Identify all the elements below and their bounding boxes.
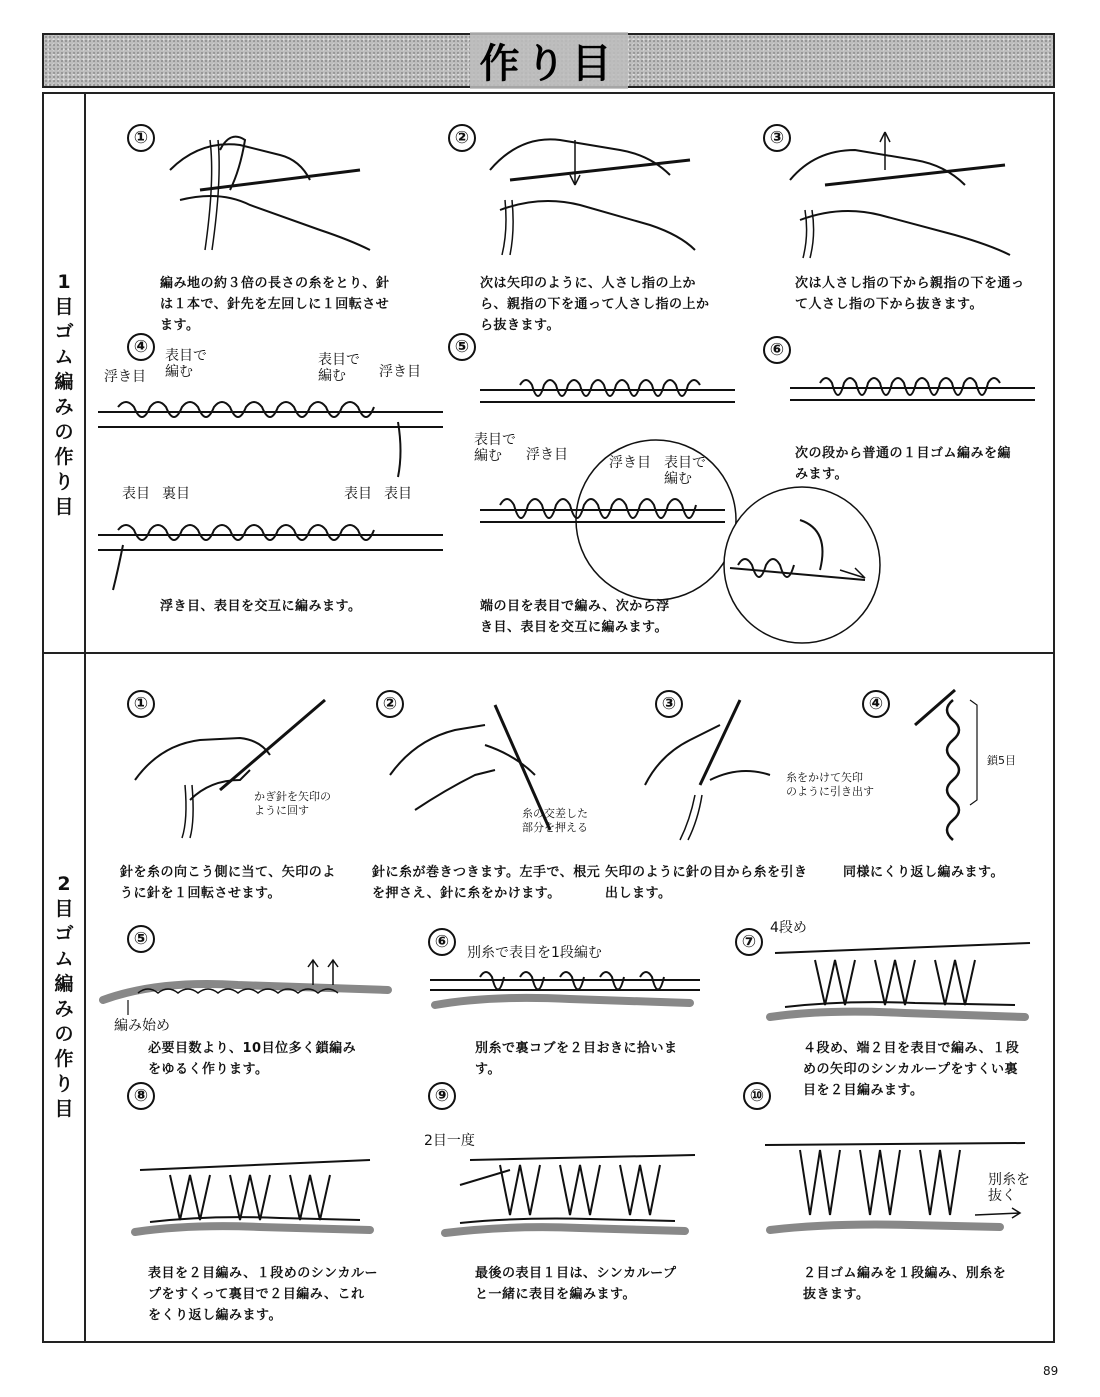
step-number: ① bbox=[127, 124, 155, 152]
step-caption: 同様にくり返し編みます。 bbox=[843, 865, 1004, 880]
step-number: ① bbox=[127, 690, 155, 718]
step-number: ⑤ bbox=[127, 925, 155, 953]
step-caption: ２目ゴム編みを１段編み、別糸を抜きます。 bbox=[803, 1266, 1007, 1302]
step-note: 別糸を 抜く bbox=[988, 1172, 1030, 1204]
step-number: ⑦ bbox=[735, 928, 763, 956]
rib-knitting-illustration bbox=[765, 935, 1040, 1030]
knit-row-illustration bbox=[430, 965, 710, 1025]
step-caption: 針を糸の向こう側に当て、矢印のように針を１回転させます。 bbox=[120, 865, 336, 901]
step-caption: 矢印のように針の目から糸を引き出します。 bbox=[605, 865, 808, 901]
label-ukime: 浮き目 bbox=[609, 455, 651, 471]
label-omote: 表目 bbox=[384, 486, 412, 502]
step-note: 鎖5目 bbox=[987, 754, 1016, 767]
step-caption: 必要目数より、10目位多く鎖編みをゆるく作ります。 bbox=[148, 1041, 357, 1077]
label-omote: 表目 bbox=[122, 486, 150, 502]
step-number: ④ bbox=[127, 333, 155, 361]
label-ura: 裏目 bbox=[162, 486, 190, 502]
page-title: 作り目 bbox=[470, 32, 628, 89]
hands-needle-illustration bbox=[480, 110, 710, 260]
crochet-chain-illustration bbox=[895, 660, 995, 845]
label-ukime: 浮き目 bbox=[379, 364, 421, 380]
step-note: 2目一度 bbox=[424, 1133, 475, 1149]
label-omote: 表目で 編む bbox=[664, 455, 706, 487]
step-number: ② bbox=[448, 124, 476, 152]
step-number: ③ bbox=[763, 124, 791, 152]
step-note: 別糸で表目を1段編む bbox=[467, 945, 602, 961]
knit-row-illustration bbox=[790, 370, 1040, 430]
step-number: ⑥ bbox=[763, 336, 791, 364]
side-column-divider bbox=[84, 92, 86, 1343]
step-caption: 別糸で裏コブを２目おきに拾います。 bbox=[475, 1041, 678, 1077]
hand-crochet-hook-illustration bbox=[640, 695, 790, 845]
section-divider bbox=[42, 652, 1055, 654]
label-ukime: 浮き目 bbox=[526, 447, 568, 463]
step-caption: 針に糸が巻きつきます。左手で、根元を押さえ、針に糸をかけます。 bbox=[372, 865, 601, 901]
step-number: ④ bbox=[862, 690, 890, 718]
label-omote: 表目で 編む bbox=[165, 348, 207, 380]
step-caption: 次は矢印のように、人さし指の上から、親指の下を通って人さし指の上から抜きます。 bbox=[480, 276, 710, 333]
step-note: 編み始め bbox=[114, 1018, 170, 1034]
page-number: 89 bbox=[1043, 1364, 1059, 1378]
knit-row-illustration bbox=[98, 392, 448, 482]
label-ukime: 浮き目 bbox=[104, 369, 146, 385]
step-caption: 表目を２目編み、１段めのシンカループをすくって裏目で２目編み、これをくり返し編みます。 bbox=[148, 1266, 378, 1323]
section-label-2x2: 2 目 ゴ ム 編 み の 作 り 目 bbox=[54, 873, 74, 1120]
step-caption: 最後の表目１目は、シンカループと一緒に表目を編みます。 bbox=[475, 1266, 677, 1302]
step-caption: 浮き目、表目を交互に編みます。 bbox=[160, 599, 362, 614]
step-number: ⑥ bbox=[428, 928, 456, 956]
step-number: ⑩ bbox=[743, 1082, 771, 1110]
step-number: ③ bbox=[655, 690, 683, 718]
label-omote: 表目 bbox=[344, 486, 372, 502]
hands-needle-illustration bbox=[785, 110, 1025, 260]
knit-row-illustration bbox=[480, 370, 740, 430]
step-caption: 次の段から普通の１目ゴム編みを編みます。 bbox=[795, 446, 1012, 482]
title-bar bbox=[42, 33, 1055, 88]
step-caption: 次は人さし指の下から親指の下を通って人さし指の下から抜きます。 bbox=[795, 276, 1025, 312]
step-note: かぎ針を矢印の ように回す bbox=[254, 790, 331, 817]
step-number: ⑧ bbox=[127, 1082, 155, 1110]
step-number: ⑨ bbox=[428, 1082, 456, 1110]
crochet-chain-illustration bbox=[98, 955, 408, 1025]
section-label-1x1: 1 目 ゴ ム 編 み の 作 り 目 bbox=[54, 271, 74, 518]
step-note: 4段め bbox=[770, 920, 807, 936]
label-omote: 表目で 編む bbox=[318, 352, 360, 384]
hands-needle-illustration bbox=[160, 110, 390, 260]
step-number: ⑤ bbox=[448, 333, 476, 361]
step-caption: 編み地の約３倍の長さの糸をとり、針は１本で、針先を左回しに１回転させます。 bbox=[160, 276, 390, 333]
step-number: ② bbox=[376, 690, 404, 718]
rib-knitting-illustration bbox=[760, 1125, 1030, 1245]
step-note: 糸の交差した 部分を押える bbox=[522, 807, 588, 834]
step-caption: 端の目を表目で編み、次から浮き目、表目を交互に編みます。 bbox=[480, 599, 670, 635]
step-note: 糸をかけて矢印 のように引き出す bbox=[786, 771, 874, 798]
rib-knitting-illustration bbox=[430, 1135, 700, 1250]
knit-row-illustration bbox=[98, 515, 448, 595]
label-omote: 表目で 編む bbox=[474, 432, 516, 464]
rib-knitting-illustration bbox=[130, 1130, 380, 1245]
step-caption: ４段め、端２目を表目で編み、１段めの矢印のシンカループをすくい裏目を２目編みます。 bbox=[803, 1041, 1020, 1098]
